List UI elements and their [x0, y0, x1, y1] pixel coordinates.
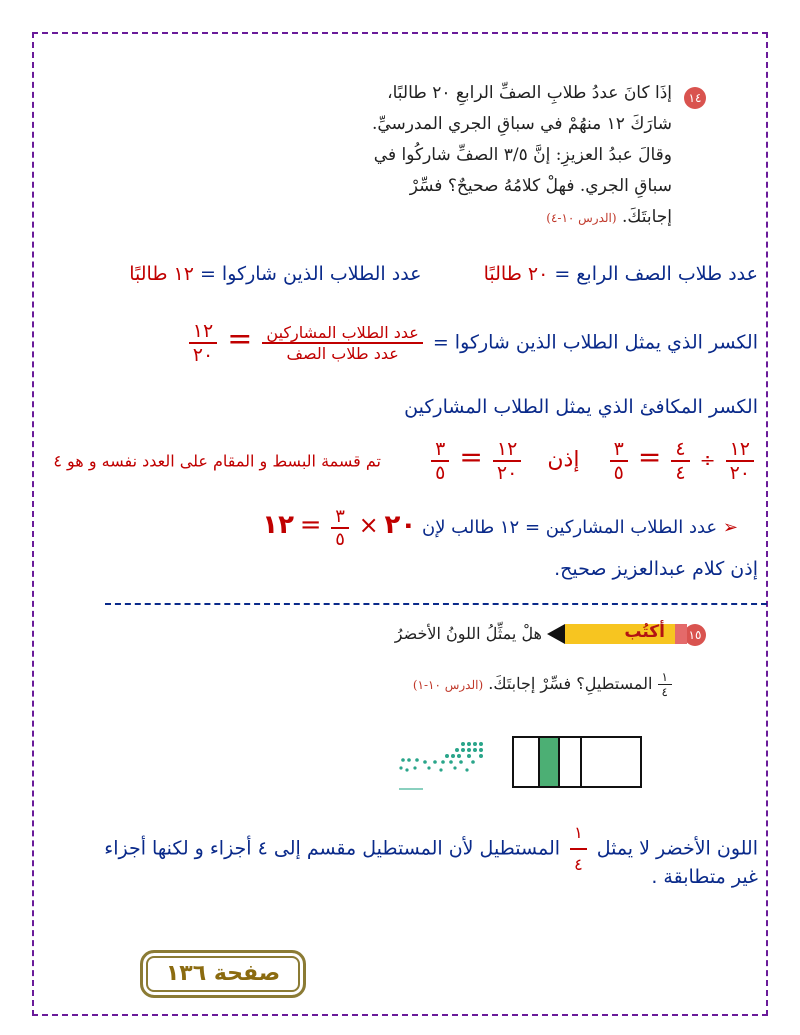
fraction-participants-over-class: $\frac{\text{عدد الطلاب المشاركين}}{\text{عدد طلاب الصف}}$	[262, 323, 422, 363]
fraction-12-20: $\frac{١٢}{٢٠}$	[189, 320, 217, 366]
sol14-conclusion: إذن كلام عبدالعزيز صحيح.	[554, 558, 758, 580]
q14-line-3: وقالَ عبدُ العزيزِ: إنَّ ٣/٥ الصفِّ شاركُوا في	[373, 145, 672, 165]
q14-line-5: إجابتَكَ. (الدرس ١٠-٤)	[546, 207, 672, 227]
fraction-3-5-a: $\frac{٣}{٥}$	[610, 438, 628, 484]
q15-line-1: هلْ يمثِّلُ اللونُ الأخضرُ	[394, 624, 542, 643]
fraction-4-4: $\frac{٤}{٤}$	[671, 438, 689, 484]
sol14-line-3: الكسر المكافئ الذي يمثل الطلاب المشاركين	[404, 396, 758, 418]
question-15-badge: ١٥	[684, 624, 706, 646]
green-part	[538, 738, 560, 786]
q14-line-2: شارَكَ ١٢ منهُمْ في سباقِ الجري المدرسيِّ.	[371, 114, 672, 134]
arrow-bullet-icon: ➢	[722, 517, 738, 538]
sol14-line-2: الكسر الذي يمثل الطلاب الذين شاركوا = $\frac{\text{عدد الطلاب المشاركين}}{\text{عدد طلاب الصف}}$ = $\frac{١٢}{٢٠}$	[38, 320, 758, 366]
sol15-line-1: اللون الأخضر لا يمثل $\frac{١}{٤}$ المستطيل لأن المستطيل مقسم إلى ٤ أجزاء و لكنها أجزاء	[38, 818, 758, 880]
fraction-12-20-a: $\frac{١٢}{٢٠}$	[726, 438, 754, 484]
write-label: أكتُب	[624, 622, 665, 642]
fraction-12-20-b: $\frac{١٢}{٢٠}$	[493, 438, 521, 484]
question-14-text	[252, 78, 672, 234]
write-pencil-banner	[547, 621, 687, 647]
q14-line-1: إذَا كانَ عددُ طلابِ الصفِّ الرابعِ ٢٠ طالبًا،	[387, 83, 672, 103]
q14-line-4: سباقِ الجري. فهلْ كلامُهُ صحيحٌ؟ فسِّرْ	[409, 176, 672, 196]
q14-lesson: (الدرس ١٠-٤)	[546, 211, 617, 225]
sol14-line-1: عدد طلاب الصف الرابع = ٢٠ طالبًا عدد الطلاب الذين شاركوا = ١٢ طالبًا	[129, 263, 758, 285]
page-number-label: صفحة ١٣٦	[140, 950, 306, 998]
sol15-line-2: غير متطابقة .	[651, 866, 758, 888]
divided-rectangle	[512, 736, 642, 788]
section-divider	[105, 603, 767, 605]
sol14-line-4: $\frac{١٢}{٢٠}$ ÷ $\frac{٤}{٤}$ = $\frac{٣}{٥}$ إذن $\frac{١٢}{٢٠}$ = $\frac{٣}{٥}$ تم قسمة البسط و المقام على العدد نفسه و هو ٤	[38, 438, 758, 484]
fraction-3-5-b: $\frac{٣}{٥}$	[431, 438, 449, 484]
q15-line-2: $\frac{١}{٤}$ المستطيلِ؟ فسِّرْ إجابتَكَ. (الدرس ١٠-١)	[413, 670, 672, 699]
fraction-1-4: $\frac{١}{٤}$	[570, 818, 587, 880]
ministry-logo	[395, 738, 487, 794]
fraction-3-5-c: $\frac{٣}{٥}$	[331, 506, 349, 550]
q15-lesson: (الدرس ١٠-١)	[412, 678, 484, 692]
pencil-icon	[547, 621, 687, 647]
question-14-badge: ١٤	[684, 87, 706, 109]
sol14-line-5: ➢ عدد الطلاب المشاركين = ١٢ طالب لإن ٢٠ × $\frac{٣}{٥}$ = ١٢	[262, 506, 738, 550]
